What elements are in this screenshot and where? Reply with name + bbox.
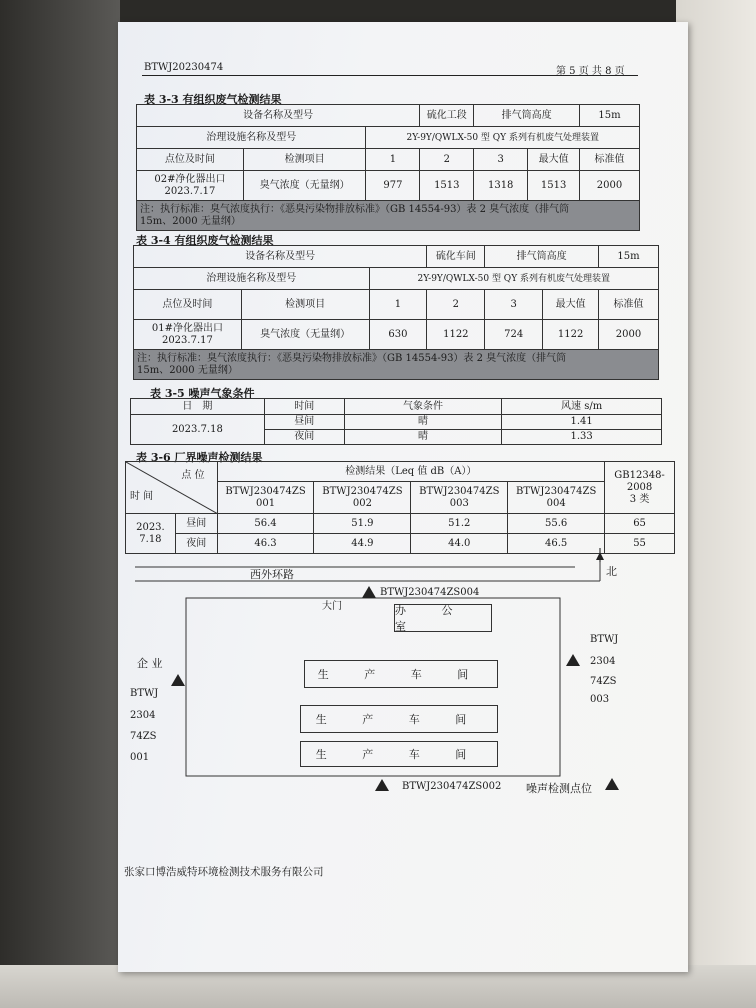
t33-v2: 1513 [420, 171, 474, 201]
t33-item-value: 臭气浓度（无量纲） [243, 171, 366, 201]
t33-item-label: 检测项目 [243, 149, 366, 171]
point-001-l1: BTWJ [130, 688, 159, 699]
t34-vmax: 1122 [543, 320, 599, 350]
t36-date-b: 7.18 [139, 533, 162, 545]
t36-time-label: 时 间 [130, 491, 154, 502]
t33-vstd: 2000 [580, 171, 640, 201]
t35-day-weather: 晴 [344, 415, 502, 430]
t36-point-label: 点 位 [181, 470, 205, 481]
table-3-6-caption: 表 3-6 厂界噪声检测结果 [136, 451, 263, 464]
t34-stack-label: 排气筒高度 [485, 246, 599, 268]
table-3-3-caption: 表 3-3 有组织废气检测结果 [144, 93, 282, 106]
t33-dev-label: 设备名称及型号 [137, 105, 420, 127]
t34-max-label: 最大值 [543, 290, 599, 320]
t35-day-label: 昼间 [264, 415, 344, 430]
t33-ctrl-value: 2Y-9Y/QWLX-50 型 QY 系列有机废气处理装置 [366, 127, 640, 149]
t33-date-value: 2023.7.17 [164, 185, 216, 197]
t36-p3-no: 003 [449, 497, 469, 509]
t36-std-l1: GB12348- [614, 469, 665, 481]
t34-dev-label: 设备名称及型号 [134, 246, 427, 268]
t36-d2: 51.9 [314, 514, 411, 534]
t36-d3: 51.2 [411, 514, 508, 534]
t36-dstd: 65 [605, 514, 675, 534]
t36-night-label: 夜间 [175, 534, 217, 554]
noise-point-002-icon [375, 779, 389, 791]
t35-date-value: 2023.7.18 [131, 415, 265, 445]
gate-label: 大门 [322, 601, 342, 612]
t36-n4: 46.5 [508, 534, 605, 554]
noise-point-003-icon [566, 654, 580, 666]
t34-ctrl-label: 治理设施名称及型号 [134, 268, 370, 290]
noise-point-001-icon [171, 674, 185, 686]
t35-wind-label: 风速 s/m [502, 399, 662, 415]
t33-std-label: 标准值 [580, 149, 640, 171]
t33-note-line2: 15m、2000 无量纲） [140, 215, 241, 227]
t34-loc-label: 点位及时间 [134, 290, 242, 320]
t33-loc-value: 02#净化器出口 [154, 173, 226, 185]
t33-stack-label: 排气筒高度 [474, 105, 580, 127]
t36-p2-no: 002 [352, 497, 372, 509]
t34-col-3: 3 [485, 290, 543, 320]
t34-v1: 630 [369, 320, 427, 350]
t33-note-line1: 注：执行标准：臭气浓度执行：《恶臭污染物排放标准》（GB 14554-93）表 2 臭气浓度（排气筒 [140, 203, 570, 215]
point-003-l4: 003 [590, 694, 610, 705]
t36-p4-code: BTWJ230474ZS [516, 485, 597, 497]
t35-day-wind: 1.41 [502, 415, 662, 430]
t34-date-value: 2023.7.17 [161, 334, 213, 346]
point-003-l2: 2304 [590, 656, 616, 667]
t36-n3: 44.0 [411, 534, 508, 554]
road-label: 西外环路 [250, 568, 294, 581]
t36-std-l3: 3 类 [629, 493, 650, 505]
t35-night-wind: 1.33 [502, 430, 662, 445]
table-3-4-caption: 表 3-4 有组织废气检测结果 [136, 234, 274, 247]
t34-ctrl-value: 2Y-9Y/QWLX-50 型 QY 系列有机废气处理装置 [369, 268, 659, 290]
t34-col-1: 1 [369, 290, 427, 320]
point-001-l4: 001 [130, 752, 150, 763]
t35-date-label: 日 期 [131, 399, 265, 415]
t34-dev-value: 硫化车间 [427, 246, 485, 268]
t35-night-weather: 晴 [344, 430, 502, 445]
t33-col-2: 2 [420, 149, 474, 171]
t33-loc-label: 点位及时间 [137, 149, 244, 171]
t36-p2-code: BTWJ230474ZS [322, 485, 403, 497]
t36-date-a: 2023. [136, 521, 165, 533]
t36-d4: 55.6 [508, 514, 605, 534]
t33-dev-value: 硫化工段 [420, 105, 474, 127]
legend-label: 噪声检测点位 [526, 782, 592, 795]
t34-stack-value: 15m [599, 246, 659, 268]
t36-d1: 56.4 [217, 514, 314, 534]
t34-loc-value: 01#净化器出口 [151, 322, 223, 334]
t33-v3: 1318 [474, 171, 528, 201]
noise-point-004-icon [362, 586, 376, 598]
t36-p4-no: 004 [546, 497, 566, 509]
north-label: 北 [606, 565, 617, 578]
t34-note-line1: 注：执行标准：臭气浓度执行：《恶臭污染物排放标准》（GB 14554-93）表 2 臭气浓度（排气筒 [137, 352, 567, 364]
t33-stack-value: 15m [580, 105, 640, 127]
t36-nstd: 55 [605, 534, 675, 554]
point-003-l3: 74ZS [590, 676, 617, 687]
t36-n1: 46.3 [217, 534, 314, 554]
t34-note-line2: 15m、2000 无量纲） [137, 364, 238, 376]
point-001-l3: 74ZS [130, 731, 157, 742]
point-002-label: BTWJ230474ZS002 [402, 781, 502, 792]
t33-ctrl-label: 治理设施名称及型号 [137, 127, 366, 149]
office-box: 办 公 室 [394, 604, 492, 632]
t34-col-2: 2 [427, 290, 485, 320]
point-004-label: BTWJ230474ZS004 [380, 587, 480, 598]
t34-v3: 724 [485, 320, 543, 350]
workshop-box-2: 生 产 车 间 [300, 705, 498, 733]
t36-result-label: 检测结果（Leq 值 dB（A）） [217, 462, 605, 482]
t35-night-label: 夜间 [264, 430, 344, 445]
t35-time-label: 时间 [264, 399, 344, 415]
point-001-l2: 2304 [130, 710, 156, 721]
workshop-box-3: 生 产 车 间 [300, 741, 498, 767]
t36-day-label: 昼间 [175, 514, 217, 534]
t33-vmax: 1513 [528, 171, 580, 201]
legend-triangle-icon [605, 778, 619, 790]
t33-max-label: 最大值 [528, 149, 580, 171]
t36-p3-code: BTWJ230474ZS [419, 485, 500, 497]
t36-n2: 44.9 [314, 534, 411, 554]
footer-company: 张家口博浩威特环境检测技术服务有限公司 [124, 866, 324, 878]
t33-col-3: 3 [474, 149, 528, 171]
t34-vstd: 2000 [599, 320, 659, 350]
point-003-l1: BTWJ [590, 634, 619, 645]
workshop-box-1: 生 产 车 间 [304, 660, 498, 688]
t35-weather-label: 气象条件 [344, 399, 502, 415]
t34-item-value: 臭气浓度（无量纲） [241, 320, 369, 350]
t33-col-1: 1 [366, 149, 420, 171]
t36-p1-code: BTWJ230474ZS [225, 485, 306, 497]
t33-v1: 977 [366, 171, 420, 201]
table-3-5-caption: 表 3-5 噪声气象条件 [150, 387, 255, 400]
t34-std-label: 标准值 [599, 290, 659, 320]
doc-number: BTWJ20230474 [144, 62, 224, 73]
t34-v2: 1122 [427, 320, 485, 350]
t36-std-l2: 2008 [626, 481, 653, 493]
enterprise-label: 企 业 [137, 657, 163, 670]
page-number: 第 5 页 共 8 页 [556, 66, 625, 77]
t36-p1-no: 001 [256, 497, 276, 509]
t34-item-label: 检测项目 [241, 290, 369, 320]
